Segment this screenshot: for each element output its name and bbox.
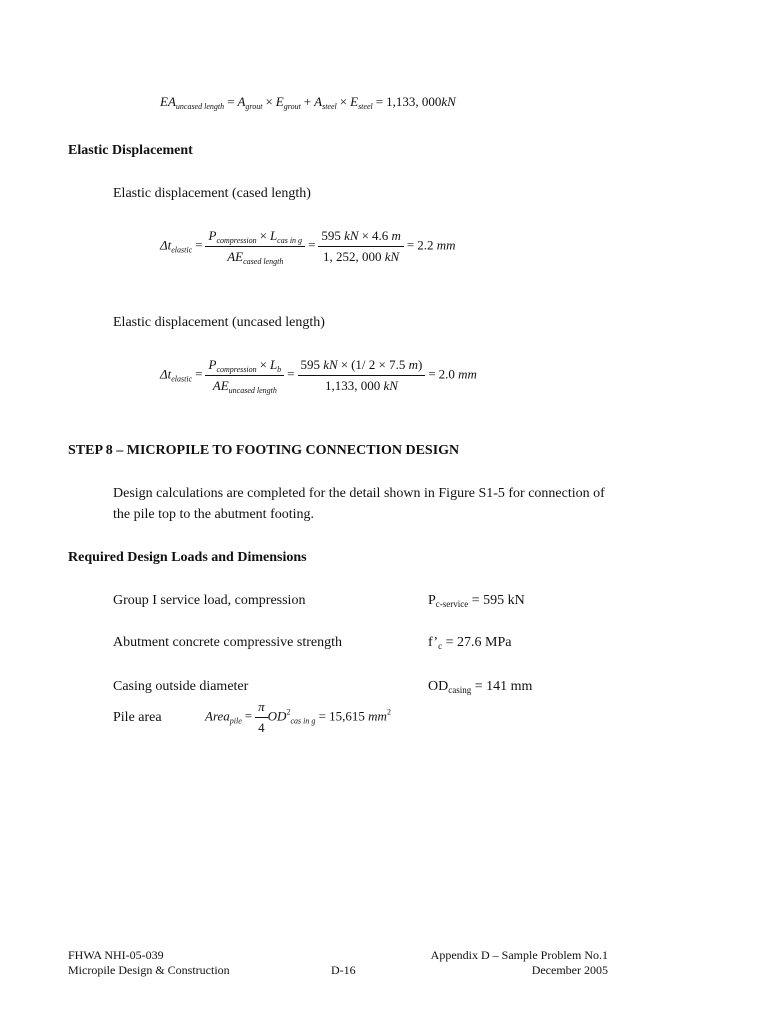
equation-elastic-uncased: $\Delta t_{elastic}$ = $\frac{P_{compression} \times L_b}{AE_{uncased length}}$ = $\frac{595 kN \times (1/ 2 \times 7.5 m)}{1,133, 000 kN}$ = 2.0 mm xyxy=(160,357,477,395)
equation-ea-uncased: $EA_{uncased length} = A_{grout} \times E_{grout} + A_{steel} \times E_{steel} = 1,133$, 000kN xyxy=(160,94,456,111)
fraction-numeric: $\frac{595 kN \times (1/ 2 \times 7.5 m)}{1,133, 000 kN}$ xyxy=(298,357,426,394)
equation-pile-area: Area$_{pile}$ = $\frac{\pi}{4}$ $OD^2_{cas in g} = 15,615$ $mm^2$ xyxy=(205,699,391,735)
row-value-casing-diameter: $OD_{casing} = 141$ mm xyxy=(428,679,533,695)
label-elastic-uncased: Elastic displacement (uncased length) xyxy=(113,315,325,330)
footer-left-line-2: Micropile Design & Construction xyxy=(68,963,230,977)
footer-right-line-2: December 2005 xyxy=(531,963,608,977)
row-label-service-load: Group I service load, compression xyxy=(113,593,306,608)
heading-step-8: STEP 8 – MICROPILE TO FOOTING CONNECTION DESIGN xyxy=(68,443,460,458)
row-value-concrete-strength: $f’_c = 27.6$ MPa xyxy=(428,635,512,651)
equation-elastic-cased: $\Delta t_{elastic}$ = $\frac{P_{compression} \times L_{cas in g}}{AE_{cased length}}$ = $\frac{595 kN \times 4.6 m}{1, 252, 000 kN}$ = 2.2 mm xyxy=(160,228,456,266)
row-value-service-load: $P_{c-service} = 595$ kN xyxy=(428,593,525,609)
heading-required-loads: Required Design Loads and Dimensions xyxy=(68,550,307,565)
paragraph-step-8-line-2: the pile top to the abutment footing. xyxy=(113,507,315,522)
paragraph-step-8-line-1: Design calculations are completed for the detail shown in Figure S1-5 for connection of xyxy=(113,486,605,501)
fraction-numeric: $\frac{595 kN \times 4.6 m}{1, 252, 000 kN}$ xyxy=(318,228,403,265)
footer-right-line-1: Appendix D – Sample Problem No.1 xyxy=(430,948,608,962)
fraction-symbolic: $\frac{P_{compression} \times L_b}{AE_{uncased length}}$ xyxy=(205,357,284,394)
eq-ea-lhs: EA xyxy=(160,94,176,109)
fraction-pi-over-4: $\frac{\pi}{4}$ xyxy=(255,699,268,736)
footer-page-number: D-16 xyxy=(331,963,356,977)
label-elastic-cased: Elastic displacement (cased length) xyxy=(113,186,311,201)
row-label-casing-diameter: Casing outside diameter xyxy=(113,679,249,694)
row-label-concrete-strength: Abutment concrete compressive strength xyxy=(113,635,342,650)
heading-elastic-displacement: Elastic Displacement xyxy=(68,143,193,158)
fraction-symbolic: $\frac{P_{compression} \times L_{cas in g}}{AE_{cased length}}$ xyxy=(205,228,305,265)
label-pile-area: Pile area xyxy=(113,710,162,725)
footer-left-line-1: FHWA NHI-05-039 xyxy=(68,948,164,962)
